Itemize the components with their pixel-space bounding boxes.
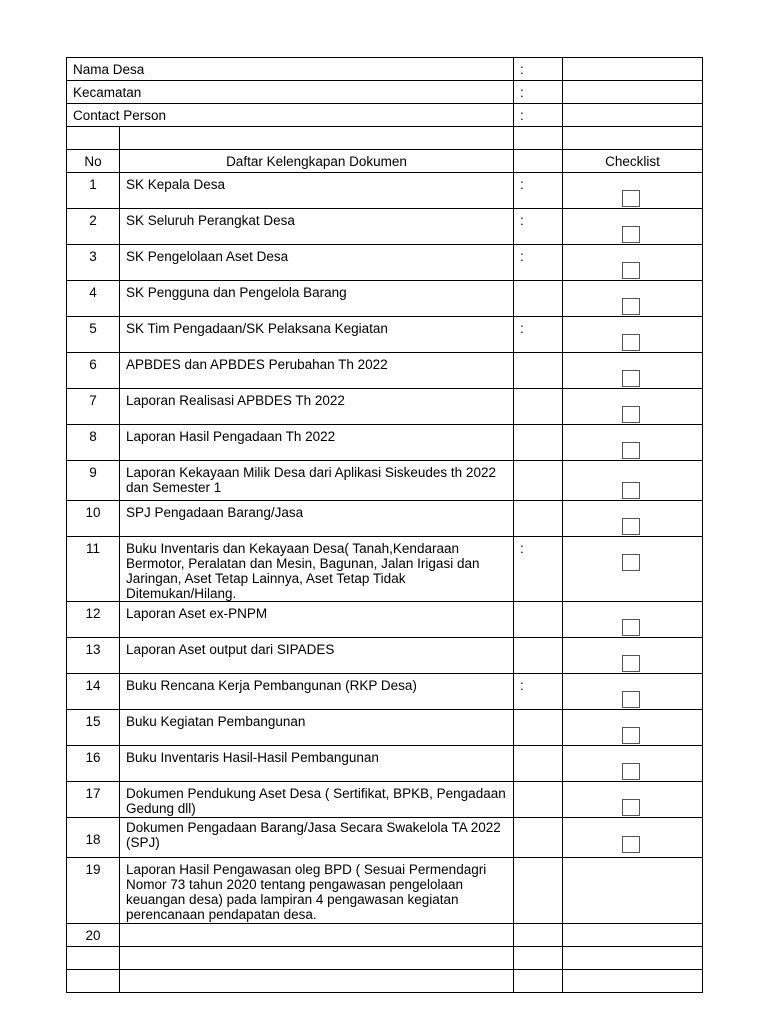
empty-cell [514,947,563,970]
row-number: 15 [67,710,120,746]
row-number: 9 [67,461,120,501]
table-row [67,173,703,209]
checkbox[interactable] [622,799,640,816]
row-document: SK Pengelolaan Aset Desa [120,245,514,281]
table-row [67,425,703,461]
row-checkbox-cell [563,602,703,638]
row-number: 14 [67,674,120,710]
row-colon [514,389,563,425]
empty-cell [120,970,514,993]
row-document: Buku Rencana Kerja Pembangunan (RKP Desa) [120,674,514,710]
row-document: SK Seluruh Perangkat Desa [120,209,514,245]
checkbox[interactable] [622,554,640,571]
row-number: 3 [67,245,120,281]
checkbox[interactable] [622,406,640,423]
table-row [67,710,703,746]
row-document: Laporan Aset ex-PNPM [120,602,514,638]
checkbox[interactable] [622,763,640,780]
row-document: Buku Kegiatan Pembangunan [120,710,514,746]
info-row-nama-desa [67,58,703,81]
row-document: APBDES dan APBDES Perubahan Th 2022 [120,353,514,389]
row-checkbox-cell [563,710,703,746]
empty-cell [67,947,120,970]
row-number: 5 [67,317,120,353]
row-number: 7 [67,389,120,425]
info-label: Kecamatan [67,81,514,104]
row-colon: : [514,209,563,245]
row-colon: : [514,537,563,602]
empty-row [67,947,703,970]
checkbox[interactable] [622,836,640,853]
checkbox[interactable] [622,518,640,535]
empty-row [67,970,703,993]
row-number: 20 [67,924,120,947]
table-row [67,602,703,638]
row-number: 6 [67,353,120,389]
row-checkbox-cell [563,638,703,674]
checkbox[interactable] [622,442,640,459]
table-header-row [67,150,703,173]
table-row [67,317,703,353]
empty-cell [67,970,120,993]
info-label: Contact Person [67,104,514,127]
row-colon: : [514,173,563,209]
row-document [120,924,514,947]
checkbox[interactable] [622,262,640,279]
empty-cell [120,947,514,970]
row-number: 2 [67,209,120,245]
row-checkbox-cell [563,353,703,389]
row-document: Laporan Hasil Pengadaan Th 2022 [120,425,514,461]
empty-cell [67,127,120,150]
table-row [67,245,703,281]
table-row [67,818,703,858]
row-colon [514,425,563,461]
checkbox[interactable] [622,190,640,207]
table-row [67,782,703,818]
row-number: 19 [67,858,120,924]
table-row [67,924,703,947]
empty-cell [563,127,703,150]
row-checkbox-cell [563,782,703,818]
row-checkbox-cell [563,281,703,317]
row-number: 1 [67,173,120,209]
row-colon [514,501,563,537]
table-row [67,461,703,501]
empty-cell [563,947,703,970]
row-colon [514,353,563,389]
row-colon: : [514,245,563,281]
row-document: Buku Inventaris dan Kekayaan Desa( Tanah,Kendaraan Bermotor, Peralatan dan Mesin, Bagunan, Jalan Irigasi dan Jaringan, Aset Tetap Lainnya, Aset Tetap Tidak Ditemukan/Hilang. [120,537,514,602]
row-number: 11 [67,537,120,602]
checkbox[interactable] [622,482,640,499]
row-checkbox-cell [563,317,703,353]
row-colon [514,281,563,317]
checkbox[interactable] [622,619,640,636]
row-checkbox-cell [563,209,703,245]
table-row [67,209,703,245]
row-checkbox-cell [563,746,703,782]
info-value-field[interactable] [563,104,703,127]
info-label: Nama Desa [67,58,514,81]
info-value-field[interactable] [563,81,703,104]
row-checkbox-cell [563,425,703,461]
info-row-contact-person [67,104,703,127]
row-number: 10 [67,501,120,537]
header-doc: Daftar Kelengkapan Dokumen [120,150,514,173]
row-checkbox-cell [563,245,703,281]
row-colon [514,818,563,858]
row-document: Laporan Hasil Pengawasan oleg BPD ( Sesuai Permendagri Nomor 73 tahun 2020 tentang pengawasan pengelolaan keuangan desa) pada lampiran 4 pengawasan kegiatan perencanaan pendapatan desa. [120,858,514,924]
row-colon [514,602,563,638]
checkbox[interactable] [622,655,640,672]
row-colon [514,924,563,947]
info-colon: : [514,104,563,127]
table-row [67,537,703,602]
row-colon [514,461,563,501]
table-row [67,281,703,317]
checkbox[interactable] [622,370,640,387]
row-checkbox-cell [563,173,703,209]
row-checkbox-cell [563,461,703,501]
row-document: Laporan Realisasi APBDES Th 2022 [120,389,514,425]
checkbox[interactable] [622,226,640,243]
row-colon [514,746,563,782]
row-number: 18 [67,818,120,858]
row-number: 17 [67,782,120,818]
info-value-field[interactable] [563,58,703,81]
header-checklist: Checklist [563,150,703,173]
row-checkbox-cell [563,537,703,602]
row-document: SK Tim Pengadaan/SK Pelaksana Kegiatan [120,317,514,353]
row-document: SK Kepala Desa [120,173,514,209]
row-checkbox-cell [563,501,703,537]
info-colon: : [514,58,563,81]
info-colon: : [514,81,563,104]
empty-cell [563,970,703,993]
row-checkbox-cell [563,389,703,425]
row-checkbox-cell [563,818,703,858]
row-document: Laporan Aset output dari SIPADES [120,638,514,674]
row-number: 4 [67,281,120,317]
header-colon [514,150,563,173]
checkbox[interactable] [622,727,640,744]
row-document: SPJ Pengadaan Barang/Jasa [120,501,514,537]
row-colon: : [514,674,563,710]
empty-cell [514,127,563,150]
empty-cell [514,970,563,993]
table-row [67,353,703,389]
header-no: No [67,150,120,173]
row-number: 12 [67,602,120,638]
table-row [67,674,703,710]
table-row [67,746,703,782]
row-checkbox-cell [563,924,703,947]
checkbox[interactable] [622,334,640,351]
row-colon [514,710,563,746]
row-checkbox-cell [563,858,703,924]
row-colon [514,638,563,674]
row-number: 16 [67,746,120,782]
row-number: 13 [67,638,120,674]
row-document: Dokumen Pendukung Aset Desa ( Sertifikat, BPKB, Pengadaan Gedung dll) [120,782,514,818]
row-colon [514,858,563,924]
checkbox[interactable] [622,298,640,315]
row-document: Buku Inventaris Hasil-Hasil Pembangunan [120,746,514,782]
row-colon [514,782,563,818]
spacer-row [67,127,703,150]
info-row-kecamatan [67,81,703,104]
row-document: Laporan Kekayaan Milik Desa dari Aplikasi Siskeudes th 2022 dan Semester 1 [120,461,514,501]
table-row [67,501,703,537]
empty-cell [120,127,514,150]
table-row [67,638,703,674]
table-row [67,858,703,924]
row-checkbox-cell [563,674,703,710]
row-document: SK Pengguna dan Pengelola Barang [120,281,514,317]
row-document: Dokumen Pengadaan Barang/Jasa Secara Swakelola TA 2022 (SPJ) [120,818,514,858]
table-row [67,389,703,425]
row-number: 8 [67,425,120,461]
checkbox[interactable] [622,691,640,708]
document-checklist-table [66,57,703,993]
row-colon: : [514,317,563,353]
